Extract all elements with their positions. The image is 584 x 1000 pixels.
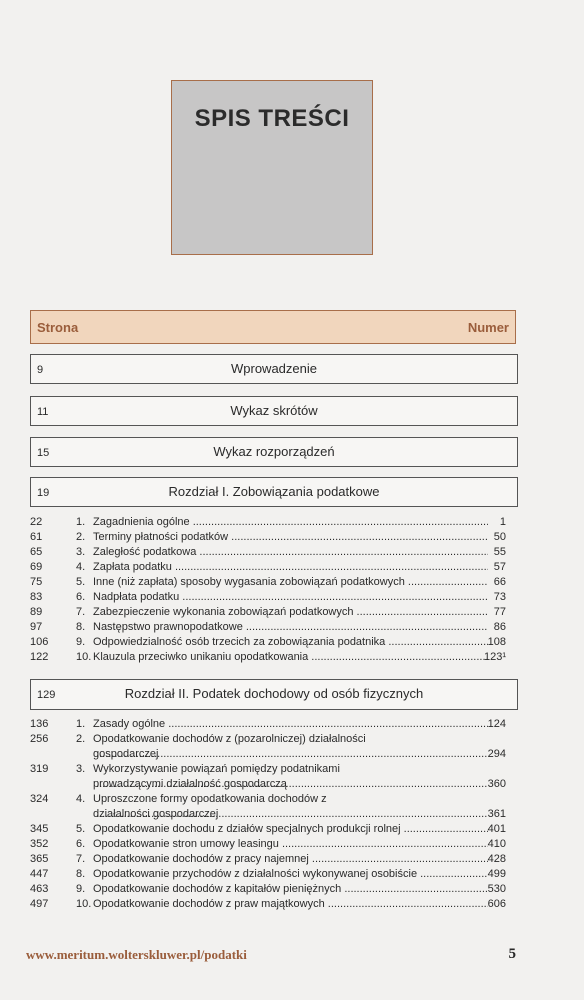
entry-paragraph: 410 — [487, 838, 506, 850]
toc-entry[interactable] — [30, 650, 518, 665]
entry-paragraph: 50 — [493, 531, 506, 543]
toc-entry[interactable] — [30, 590, 518, 605]
entry-number: 4. — [76, 561, 86, 573]
entry-page: 345 — [30, 823, 49, 835]
entry-number: 7. — [76, 853, 86, 865]
entry-paragraph: 1 — [499, 516, 506, 528]
toc-entry[interactable] — [30, 762, 518, 792]
entry-page: 61 — [30, 531, 43, 543]
section-page: 15 — [37, 447, 50, 459]
entry-paragraph: 124 — [487, 718, 506, 730]
entry-title: Klauzula przeciwko unikaniu opodatkowania ..... — [93, 650, 488, 665]
entry-paragraph: 361 — [487, 808, 506, 820]
toc-section-box[interactable] — [30, 354, 518, 384]
entry-title: Zagadnienia ogólne ..... — [93, 515, 488, 530]
section-label: Rozdział II. Podatek dochodowy od osób fizycznych — [124, 686, 424, 701]
section-page: 129 — [37, 689, 56, 701]
entry-paragraph: 360 — [487, 778, 506, 790]
entry-title: Wykorzystywanie powiązań pomiędzy podatnikami prowadzącymi działalność gospodarczą — [93, 763, 340, 790]
toc-section-box[interactable] — [30, 396, 518, 426]
toc-entry[interactable] — [30, 852, 518, 867]
entry-page: 22 — [30, 516, 43, 528]
toc-entry[interactable] — [30, 822, 518, 837]
page-number: 5 — [508, 946, 516, 962]
entry-title: Zaległość podatkowa ..... — [93, 545, 488, 560]
entry-paragraph: 57 — [493, 561, 506, 573]
toc-entry[interactable] — [30, 530, 518, 545]
entry-number: 10. — [76, 651, 92, 663]
entry-number: 5. — [76, 576, 86, 588]
chapter1-entries — [30, 515, 518, 665]
entry-page: 122 — [30, 651, 49, 663]
entry-number: 1. — [76, 718, 86, 730]
toc-entry[interactable] — [30, 635, 518, 650]
dot-leader — [93, 807, 488, 822]
toc-chapter-box[interactable] — [30, 477, 518, 507]
entry-paragraph: 108 — [487, 636, 506, 648]
toc-entry[interactable] — [30, 882, 518, 897]
entry-number: 2. — [76, 531, 86, 543]
toc-entry[interactable] — [30, 575, 518, 590]
toc-entry[interactable] — [30, 545, 518, 560]
entry-page: 65 — [30, 546, 43, 558]
entry-number: 1. — [76, 516, 86, 528]
toc-entry[interactable] — [30, 605, 518, 620]
entry-title: Opodatkowanie dochodów z pracy najemnej ..... — [93, 852, 488, 867]
entry-number: 3. — [76, 763, 86, 775]
toc-entry[interactable] — [30, 732, 518, 762]
entry-page: 83 — [30, 591, 43, 603]
toc-entry[interactable] — [30, 717, 518, 732]
entry-paragraph: 66 — [493, 576, 506, 588]
entry-number: 7. — [76, 606, 86, 618]
entry-paragraph: 77 — [493, 606, 506, 618]
toc-entry[interactable] — [30, 792, 518, 822]
entry-page: 69 — [30, 561, 43, 573]
entry-paragraph: 123¹ — [483, 651, 506, 663]
toc-entry[interactable] — [30, 515, 518, 530]
entry-number: 8. — [76, 621, 86, 633]
entry-number: 10. — [76, 898, 92, 910]
entry-title: Zapłata podatku ..... — [93, 560, 488, 575]
entry-title: Odpowiedzialność osób trzecich za zobowiązania podatnika ..... — [93, 635, 488, 650]
entry-paragraph: 428 — [487, 853, 506, 865]
entry-title: Opodatkowanie dochodu z działów specjalnych produkcji rolnej ..... — [93, 822, 488, 837]
section-label: Wykaz skrótów — [230, 403, 318, 418]
toc-chapter-box[interactable] — [30, 679, 518, 710]
entry-paragraph: 606 — [487, 898, 506, 910]
entry-number: 6. — [76, 591, 86, 603]
entry-title: Opodatkowanie dochodów z (pozarolniczej) działalności gospodarczej — [93, 733, 366, 760]
entry-title: Opodatkowanie stron umowy leasingu ..... — [93, 837, 488, 852]
entry-title: Opodatkowanie przychodów z działalności wykonywanej osobiście ..... — [93, 867, 488, 882]
section-label: Wykaz rozporządzeń — [213, 444, 335, 459]
toc-entry[interactable] — [30, 867, 518, 882]
entry-title: Zabezpieczenie wykonania zobowiązań podatkowych ..... — [93, 605, 488, 620]
dot-leader — [93, 747, 488, 762]
toc-entry[interactable] — [30, 560, 518, 575]
entry-number: 4. — [76, 793, 86, 805]
entry-page: 256 — [30, 733, 49, 745]
chapter2-entries — [30, 717, 518, 912]
entry-page: 319 — [30, 763, 49, 775]
entry-paragraph: 530 — [487, 883, 506, 895]
entry-page: 447 — [30, 868, 49, 880]
entry-paragraph: 55 — [493, 546, 506, 558]
toc-entry[interactable] — [30, 837, 518, 852]
section-page: 19 — [37, 487, 50, 499]
entry-title: Opodatkowanie dochodów z praw majątkowych ..... — [93, 897, 488, 912]
entry-number: 9. — [76, 883, 86, 895]
entry-page: 97 — [30, 621, 43, 633]
column-header-page: Strona — [37, 320, 79, 335]
entry-page: 106 — [30, 636, 49, 648]
column-header-number: Numer — [467, 320, 509, 335]
entry-paragraph: 401 — [487, 823, 506, 835]
entry-page: 463 — [30, 883, 49, 895]
toc-section-box[interactable] — [30, 437, 518, 467]
entry-page: 324 — [30, 793, 49, 805]
entry-page: 365 — [30, 853, 49, 865]
entry-title: Nadpłata podatku ..... — [93, 590, 488, 605]
footer-url[interactable]: www.meritum.wolterskluwer.pl/podatki — [26, 947, 247, 962]
section-label: Wprowadzenie — [231, 361, 317, 376]
entry-page: 497 — [30, 898, 49, 910]
title-box — [171, 80, 373, 255]
entry-title: Zasady ogólne ..... — [93, 717, 488, 732]
toc-entry[interactable] — [30, 897, 518, 912]
column-header — [30, 310, 516, 344]
entry-number: 6. — [76, 838, 86, 850]
entry-page: 136 — [30, 718, 49, 730]
entry-number: 9. — [76, 636, 86, 648]
dot-leader — [93, 777, 488, 792]
entry-title: Terminy płatności podatków ..... — [93, 530, 488, 545]
entry-number: 2. — [76, 733, 86, 745]
section-page: 11 — [37, 406, 49, 418]
section-page: 9 — [37, 364, 44, 376]
entry-page: 352 — [30, 838, 49, 850]
entry-title: Następstwo prawnopodatkowe ..... — [93, 620, 488, 635]
entry-page: 75 — [30, 576, 43, 588]
entry-number: 3. — [76, 546, 86, 558]
entry-paragraph: 86 — [493, 621, 506, 633]
entry-title: Uproszczone formy opodatkowania dochodów z działalności gospodarczej — [93, 793, 327, 820]
toc-entry[interactable] — [30, 620, 518, 635]
entry-number: 8. — [76, 868, 86, 880]
entry-paragraph: 294 — [487, 748, 506, 760]
section-label: Rozdział I. Zobowiązania podatkowe — [168, 484, 380, 499]
entry-title: Opodatkowanie dochodów z kapitałów pieniężnych ..... — [93, 882, 488, 897]
entry-page: 89 — [30, 606, 43, 618]
entry-paragraph: 73 — [493, 591, 506, 603]
page-title: SPIS TREŚCI — [194, 105, 350, 132]
entry-number: 5. — [76, 823, 86, 835]
entry-title: Inne (niż zapłata) sposoby wygasania zobowiązań podatkowych ..... — [93, 575, 488, 590]
entry-paragraph: 499 — [487, 868, 506, 880]
